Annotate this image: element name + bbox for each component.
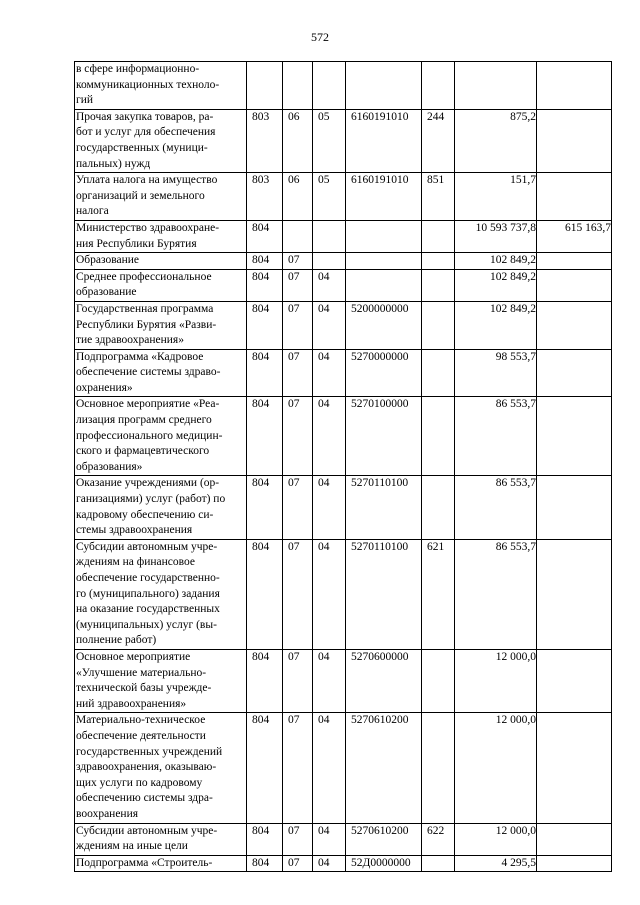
subsection-code-cell: 04 bbox=[313, 269, 346, 301]
amount-extra-cell bbox=[537, 713, 612, 823]
section-code-cell: 07 bbox=[283, 269, 313, 301]
amount-cell: 151,7 bbox=[455, 173, 537, 221]
section-code-cell: 07 bbox=[283, 301, 313, 349]
table-row bbox=[75, 713, 612, 823]
subsection-code-cell: 05 bbox=[313, 109, 346, 172]
amount-extra-cell: 615 163,7 bbox=[537, 220, 612, 252]
row-name-cell: Субсидии автономным учре- ждениям на финансовое обеспечение государственно- го (муниципального) задания на оказание государственных (муниципальных) услуг (вы- полнение работ) bbox=[75, 539, 247, 649]
table-row bbox=[75, 62, 612, 110]
expense-type-cell bbox=[422, 476, 455, 539]
ministry-code-cell: 804 bbox=[247, 649, 283, 712]
expense-type-cell: 244 bbox=[422, 109, 455, 172]
expense-type-cell bbox=[422, 253, 455, 270]
amount-cell: 12 000,0 bbox=[455, 823, 537, 855]
amount-extra-cell bbox=[537, 269, 612, 301]
subsection-code-cell: 04 bbox=[313, 476, 346, 539]
target-article-cell: 5200000000 bbox=[346, 301, 422, 349]
ministry-code-cell: 804 bbox=[247, 397, 283, 476]
expense-type-cell bbox=[422, 62, 455, 110]
subsection-code-cell bbox=[313, 253, 346, 270]
amount-cell: 102 849,2 bbox=[455, 269, 537, 301]
target-article-cell bbox=[346, 253, 422, 270]
amount-cell bbox=[455, 62, 537, 110]
amount-extra-cell bbox=[537, 349, 612, 397]
table-row bbox=[75, 476, 612, 539]
amount-cell: 86 553,7 bbox=[455, 476, 537, 539]
section-code-cell: 07 bbox=[283, 476, 313, 539]
table-row bbox=[75, 855, 612, 872]
expense-type-cell: 621 bbox=[422, 539, 455, 649]
target-article-cell bbox=[346, 62, 422, 110]
table-row bbox=[75, 349, 612, 397]
expense-type-cell bbox=[422, 713, 455, 823]
amount-cell: 12 000,0 bbox=[455, 713, 537, 823]
section-code-cell: 06 bbox=[283, 173, 313, 221]
amount-cell: 102 849,2 bbox=[455, 253, 537, 270]
amount-cell: 4 295,5 bbox=[455, 855, 537, 872]
ministry-code-cell: 804 bbox=[247, 539, 283, 649]
amount-extra-cell bbox=[537, 823, 612, 855]
target-article-cell: 5270610200 bbox=[346, 713, 422, 823]
section-code-cell bbox=[283, 62, 313, 110]
target-article-cell: 5270110100 bbox=[346, 539, 422, 649]
subsection-code-cell: 04 bbox=[313, 539, 346, 649]
row-name-cell: Государственная программа Республики Бурятия «Разви- тие здравоохранения» bbox=[75, 301, 247, 349]
subsection-code-cell: 04 bbox=[313, 649, 346, 712]
ministry-code-cell: 803 bbox=[247, 109, 283, 172]
amount-extra-cell bbox=[537, 62, 612, 110]
ministry-code-cell: 804 bbox=[247, 220, 283, 252]
ministry-code-cell: 804 bbox=[247, 253, 283, 270]
row-name-cell: Среднее профессиональное образование bbox=[75, 269, 247, 301]
subsection-code-cell: 04 bbox=[313, 397, 346, 476]
table-row bbox=[75, 269, 612, 301]
table-row bbox=[75, 301, 612, 349]
row-name-cell: в сфере информационно- коммуникационных техноло- гий bbox=[75, 62, 247, 110]
ministry-code-cell: 804 bbox=[247, 301, 283, 349]
amount-extra-cell bbox=[537, 173, 612, 221]
amount-extra-cell bbox=[537, 253, 612, 270]
expense-type-cell bbox=[422, 397, 455, 476]
page-number: 572 bbox=[311, 30, 329, 44]
section-code-cell: 07 bbox=[283, 539, 313, 649]
row-name-cell: Основное мероприятие «Реа- лизация программ среднего профессионального медицин- ского и фармацевтического образования» bbox=[75, 397, 247, 476]
section-code-cell: 07 bbox=[283, 253, 313, 270]
section-code-cell: 07 bbox=[283, 349, 313, 397]
ministry-code-cell: 804 bbox=[247, 823, 283, 855]
amount-cell: 98 553,7 bbox=[455, 349, 537, 397]
amount-extra-cell bbox=[537, 476, 612, 539]
table-row bbox=[75, 220, 612, 252]
section-code-cell: 07 bbox=[283, 855, 313, 872]
section-code-cell: 06 bbox=[283, 109, 313, 172]
table-row bbox=[75, 397, 612, 476]
amount-extra-cell bbox=[537, 649, 612, 712]
target-article-cell: 6160191010 bbox=[346, 109, 422, 172]
expense-type-cell bbox=[422, 301, 455, 349]
table-row bbox=[75, 253, 612, 270]
subsection-code-cell: 04 bbox=[313, 349, 346, 397]
row-name-cell: Материально-техническое обеспечение деятельности государственных учреждений здравоохранения, оказываю- щих услуги по кадровому обеспечению системы здра- воохранения bbox=[75, 713, 247, 823]
ministry-code-cell: 804 bbox=[247, 713, 283, 823]
section-code-cell bbox=[283, 220, 313, 252]
target-article-cell bbox=[346, 269, 422, 301]
expense-type-cell: 622 bbox=[422, 823, 455, 855]
amount-cell: 10 593 737,8 bbox=[455, 220, 537, 252]
amount-extra-cell bbox=[537, 109, 612, 172]
row-name-cell: Подпрограмма «Кадровое обеспечение системы здраво- охранения» bbox=[75, 349, 247, 397]
table-row bbox=[75, 823, 612, 855]
amount-cell: 86 553,7 bbox=[455, 539, 537, 649]
subsection-code-cell: 04 bbox=[313, 713, 346, 823]
amount-extra-cell bbox=[537, 301, 612, 349]
target-article-cell: 5270000000 bbox=[346, 349, 422, 397]
table-row bbox=[75, 649, 612, 712]
budget-table bbox=[74, 61, 612, 872]
table-row bbox=[75, 173, 612, 221]
row-name-cell: Субсидии автономным учре- ждениям на иные цели bbox=[75, 823, 247, 855]
row-name-cell: Уплата налога на имущество организаций и земельного налога bbox=[75, 173, 247, 221]
ministry-code-cell: 804 bbox=[247, 476, 283, 539]
section-code-cell: 07 bbox=[283, 713, 313, 823]
target-article-cell: 5270600000 bbox=[346, 649, 422, 712]
expense-type-cell bbox=[422, 349, 455, 397]
table-row bbox=[75, 539, 612, 649]
amount-cell: 875,2 bbox=[455, 109, 537, 172]
ministry-code-cell bbox=[247, 62, 283, 110]
amount-cell: 102 849,2 bbox=[455, 301, 537, 349]
table-row bbox=[75, 109, 612, 172]
expense-type-cell bbox=[422, 220, 455, 252]
expense-type-cell: 851 bbox=[422, 173, 455, 221]
expense-type-cell bbox=[422, 649, 455, 712]
ministry-code-cell: 804 bbox=[247, 855, 283, 872]
expense-type-cell bbox=[422, 855, 455, 872]
section-code-cell: 07 bbox=[283, 397, 313, 476]
row-name-cell: Образование bbox=[75, 253, 247, 270]
row-name-cell: Министерство здравоохране- ния Республики Бурятия bbox=[75, 220, 247, 252]
section-code-cell: 07 bbox=[283, 649, 313, 712]
subsection-code-cell bbox=[313, 62, 346, 110]
target-article-cell: 5270110100 bbox=[346, 476, 422, 539]
row-name-cell: Прочая закупка товаров, ра- бот и услуг для обеспечения государственных (муници- пальных) нужд bbox=[75, 109, 247, 172]
row-name-cell: Оказание учреждениями (ор- ганизациями) услуг (работ) по кадровому обеспечению си- стемы здравоохранения bbox=[75, 476, 247, 539]
amount-cell: 12 000,0 bbox=[455, 649, 537, 712]
amount-extra-cell bbox=[537, 397, 612, 476]
ministry-code-cell: 804 bbox=[247, 349, 283, 397]
row-name-cell: Основное мероприятие «Улучшение материально- технической базы учрежде- ний здравоохранения» bbox=[75, 649, 247, 712]
subsection-code-cell: 04 bbox=[313, 301, 346, 349]
target-article-cell bbox=[346, 220, 422, 252]
subsection-code-cell: 04 bbox=[313, 855, 346, 872]
amount-extra-cell bbox=[537, 539, 612, 649]
subsection-code-cell bbox=[313, 220, 346, 252]
section-code-cell: 07 bbox=[283, 823, 313, 855]
row-name-cell: Подпрограмма «Строитель- bbox=[75, 855, 247, 872]
ministry-code-cell: 803 bbox=[247, 173, 283, 221]
subsection-code-cell: 05 bbox=[313, 173, 346, 221]
expense-type-cell bbox=[422, 269, 455, 301]
table-body bbox=[75, 62, 612, 872]
target-article-cell: 6160191010 bbox=[346, 173, 422, 221]
ministry-code-cell: 804 bbox=[247, 269, 283, 301]
target-article-cell: 52Д0000000 bbox=[346, 855, 422, 872]
amount-extra-cell bbox=[537, 855, 612, 872]
target-article-cell: 5270100000 bbox=[346, 397, 422, 476]
subsection-code-cell: 04 bbox=[313, 823, 346, 855]
amount-cell: 86 553,7 bbox=[455, 397, 537, 476]
target-article-cell: 5270610200 bbox=[346, 823, 422, 855]
